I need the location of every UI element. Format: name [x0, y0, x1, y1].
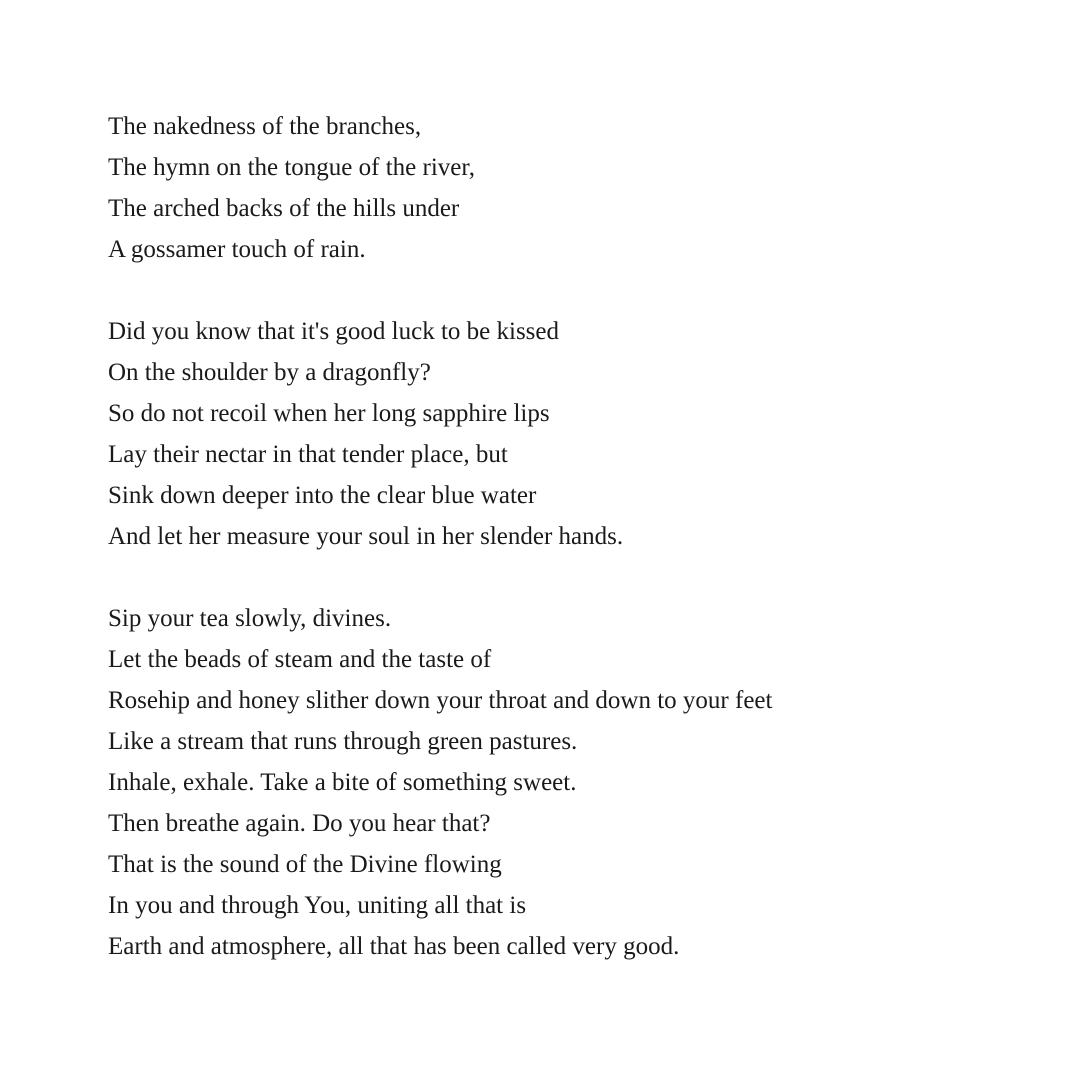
poem-line: Inhale, exhale. Take a bite of something sweet. — [108, 769, 577, 796]
poem-line: Then breathe again. Do you hear that? — [108, 810, 491, 837]
stanza-1 — [108, 106, 1008, 270]
poem-line: A gossamer touch of rain. — [108, 236, 366, 263]
poem-line: And let her measure your soul in her slender hands. — [108, 523, 624, 550]
poem-line: The arched backs of the hills under — [108, 195, 460, 222]
poem-line: Sip your tea slowly, divines. — [108, 605, 392, 632]
poem-line: Sink down deeper into the clear blue water — [108, 482, 537, 509]
poem-line: In you and through You, uniting all that is — [108, 892, 527, 919]
poem-text — [108, 106, 1008, 967]
poem-line: So do not recoil when her long sapphire lips — [108, 400, 550, 427]
poem-line: The nakedness of the branches, — [108, 113, 422, 140]
poem-line: Earth and atmosphere, all that has been called very good. — [108, 933, 680, 960]
poem-line: Rosehip and honey slither down your throat and down to your feet — [108, 687, 773, 714]
poem-line: On the shoulder by a dragonfly? — [108, 359, 431, 386]
poem-line: The hymn on the tongue of the river, — [108, 154, 475, 181]
poem-line: Let the beads of steam and the taste of — [108, 646, 492, 673]
poem-line: That is the sound of the Divine flowing — [108, 851, 502, 878]
stanza-3 — [108, 598, 1008, 967]
poem-line: Lay their nectar in that tender place, but — [108, 441, 508, 468]
stanza-2 — [108, 311, 1008, 557]
poem-line: Did you know that it's good luck to be kissed — [108, 318, 560, 345]
poem-line: Like a stream that runs through green pastures. — [108, 728, 578, 755]
